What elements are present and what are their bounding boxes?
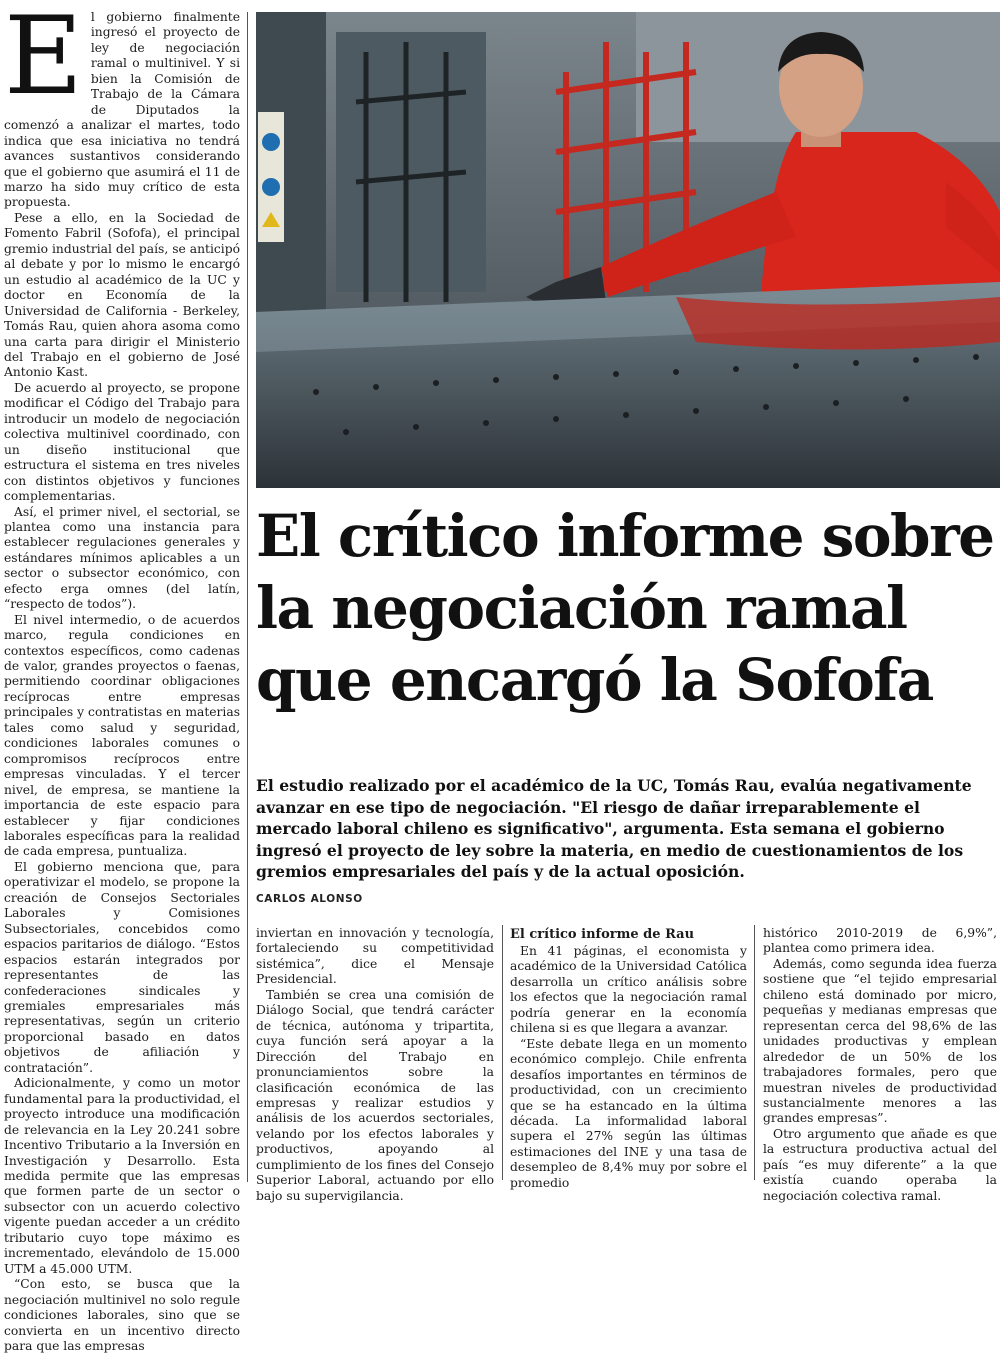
paragraph: Así, el primer nivel, el sectorial, se plantea como una instancia para establecer regulaciones generales y estándares mínimos aplicables a un sector o subsector económico, con efecto erga omnes (del latín, “respecto de todos”). — [4, 504, 240, 612]
paragraph: Pese a ello, en la Sociedad de Fomento Fabril (Sofofa), el principal gremio industrial del país, se anticipó al debate y por lo mismo le encargó un estudio al académico de la UC y doctor en Economía de la Universidad de California - Berkeley, Tomás Rau, quien ahora asoma como una carta para dirigir el Ministerio del Trabajo en el gobierno de José Antonio Kast. — [4, 210, 240, 380]
drop-cap: E — [4, 0, 83, 119]
article-column-3 — [510, 926, 747, 1191]
paragraph: En 41 páginas, el economista y académico de la Universidad Católica desarrolla un crítico análisis sobre los efectos que la negociación ramal podría generar en la economía chilena si es que llegara a avanzar. — [510, 944, 747, 1036]
paragraph: l gobierno finalmente ingresó el proyecto de ley de negociación ramal o multinivel. Y si bien la Comisión de Trabajo de la Cámara de Diputados la comenzó a analizar el martes, todo indica que esa iniciativa no tendrá avances sustantivos considerando que el gobierno que asumirá el 11 de marzo ha sido muy crítico de esta propuesta. — [4, 10, 240, 210]
paragraph: El gobierno menciona que, para operativizar el modelo, se propone la creación de Consejos Sectoriales Laborales y Comisiones Subsectoriales, concebidos como espacios paritarios de diálogo. “Estos espacios estarán integrados por representantes de las confederaciones sindicales y gremiales empresariales más representativas, según un criterio proporcional basado en datos objetivos de afiliación y contratación”. — [4, 859, 240, 1075]
article-column-2 — [256, 926, 494, 1204]
paragraph: histórico 2010-2019 de 6,9%”, plantea como primera idea. — [763, 926, 997, 956]
column-divider — [247, 12, 248, 1182]
article-column-4 — [763, 926, 997, 1204]
subhead: El crítico informe de Rau — [510, 927, 695, 942]
paragraph: También se crea una comisión de Diálogo Social, que tendrá carácter de técnica, autónoma y tripartita, cuya función será apoyar a la Dirección del Trabajo en pronunciamientos sobre la clasificación económica de las empresas y realizar estudios y análisis de los acuerdos sectoriales, velando por los efectos laborales y productivos, apoyando al cumplimiento de los fines del Consejo Superior Laboral, actuando por ello bajo su supervigilancia. — [256, 987, 494, 1203]
paragraph: “Este debate llega en un momento económico complejo. Chile enfrenta desafíos importantes en términos de productividad, con un crecimiento que se ha estancado en la última década. La informalidad laboral supera el 27% según las últimas estimaciones del INE y una tasa de desempleo de 8,4% muy por sobre el promedio — [510, 1036, 747, 1190]
paragraph: “Con esto, se busca que la negociación multinivel no solo regule condiciones laborales, sino que se convierta en un incentivo directo para que las empresas — [4, 1277, 240, 1353]
headline-line: El crítico informe sobre — [256, 502, 994, 570]
paragraph: De acuerdo al proyecto, se propone modificar el Código del Trabajo para introducir un modelo de negociación colectiva multinivel coordinado, con un diseño institucional que estructura el sistema en tres niveles con distintos objetivos y funciones complementarias. — [4, 380, 240, 504]
paragraph: Además, como segunda idea fuerza sostiene que “el tejido empresarial chileno está dominado por micro, pequeñas y medianas empresas que representan cerca del 98,6% de las unidades productivas y emplean alrededor de un 50% de los trabajadores formales, pero que muestran niveles de productividad sustancialmente menores a las grandes empresas”. — [763, 956, 997, 1126]
headline — [256, 500, 996, 716]
article-photo — [256, 12, 1000, 488]
paragraph: Adicionalmente, y como un motor fundamental para la productividad, el proyecto introduce una modificación de relevancia en la Ley 20.241 sobre Incentivo Tributario a la Inversión en Investigación y Desarrollo. Esta medida permite que las empresas que formen parte de un sector o subsector con un acuerdo colectivo vigente puedan acceder a un crédito tributario cuyo tope máximo es incrementado, elevándolo de 15.000 UTM a 45.000 UTM. — [4, 1076, 240, 1276]
headline-line: la negociación ramal — [256, 574, 907, 642]
paragraph: Otro argumento que añade es que la estructura productiva actual del país “es muy diferente” a la que existía cuando operaba la negociación colectiva ramal. — [763, 1126, 997, 1203]
paragraph: El nivel intermedio, o de acuerdos marco, regula condiciones en contextos específicos, como cadenas de valor, grandes proyectos o faenas, permitiendo coordinar obligaciones recíprocas entre empresas principales y contratistas en materias tales como salud y seguridad, condiciones laborales comunes o compromisos recíprocos entre empresas vinculadas. Y el tercer nivel, de empresa, se mantiene la importancia de este espacio para establecer y fijar condiciones laborales específicas para la realidad de cada empresa, puntualiza. — [4, 612, 240, 859]
lede: El estudio realizado por el académico de la UC, Tomás Rau, evalúa negativamente avanzar en ese tipo de negociación. "El riesgo de dañar irreparablemente el mercado laboral chileno es significativo", argumenta. Esta semana el gobierno ingresó el proyecto de ley sobre la materia, en medio de cuestionamientos de los gremios empresariales del país y de la actual oposición. — [256, 776, 972, 882]
paragraph: inviertan en innovación y tecnología, fortaleciendo su competitividad sistémica”, dice el Mensaje Presidencial. — [256, 926, 494, 987]
article-column-left — [4, 0, 240, 1353]
column-divider — [754, 925, 755, 1180]
column-divider — [502, 925, 503, 1180]
byline: CARLOS ALONSO — [256, 893, 363, 905]
headline-line: que encargó la Sofofa — [256, 646, 933, 714]
